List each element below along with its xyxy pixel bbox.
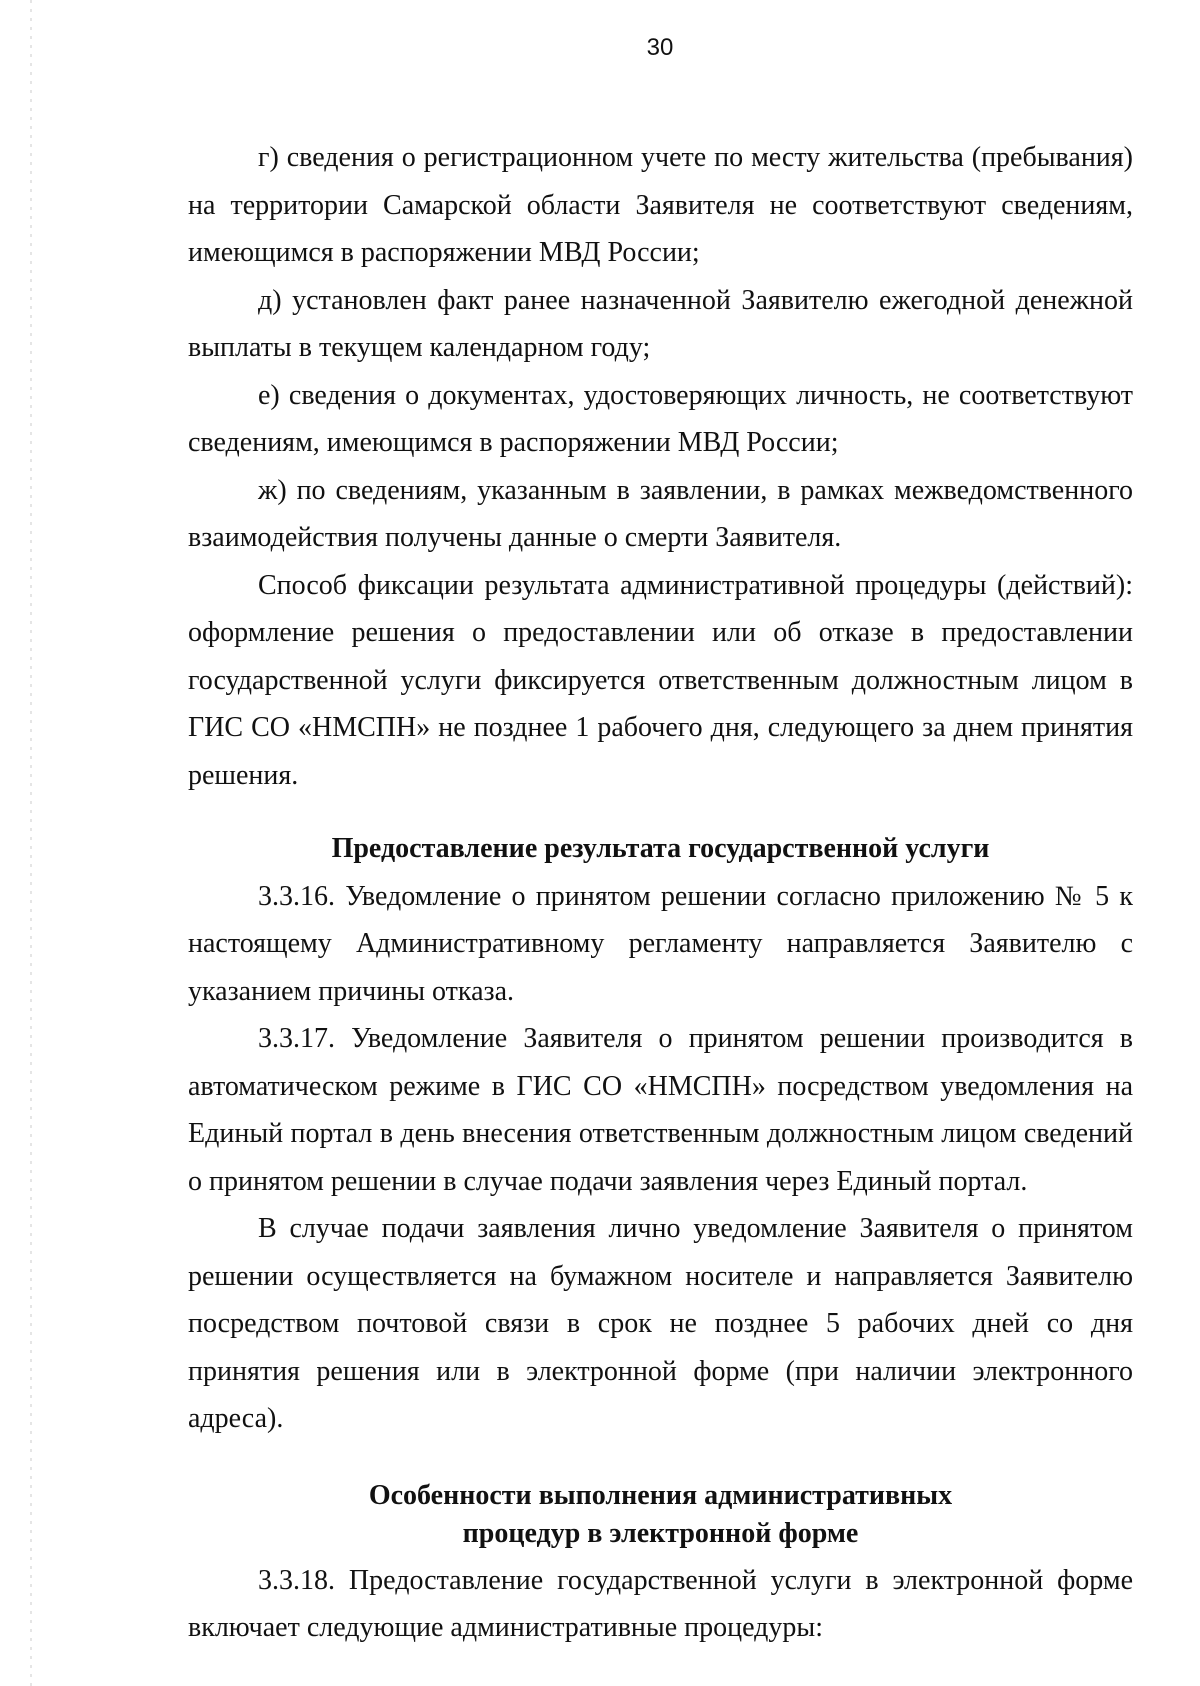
paragraph-g: г) сведения о регистрационном учете по месту жительства (пребывания) на территории Самарской области Заявителя не соответствуют сведениям, имеющимся в распоряжении МВД России;	[188, 142, 1133, 268]
section-heading-electronic-line-2: процедур в электронной форме	[462, 1517, 859, 1549]
document-body	[188, 134, 1133, 1652]
page-number: 30	[646, 34, 674, 61]
paragraph-3-3-18: 3.3.18. Предоставление государственной услуги в электронной форме включает следующие административные процедуры:	[188, 1564, 1133, 1643]
scan-edge-marks	[30, 0, 32, 1686]
section-heading-electronic	[188, 1477, 1133, 1553]
paragraph-3-3-16: 3.3.16. Уведомление о принятом решении согласно приложению № 5 к настоящему Административному регламенту направляется Заявителю с указанием причины отказа.	[188, 880, 1133, 1007]
paragraph-3-3-17: 3.3.17. Уведомление Заявителя о принятом решении производится в автоматическом режиме в ГИС СО «НМСПН» посредством уведомления на Единый портал в день внесения ответственным должностным лицом сведений о принятом решении в случае подачи заявления через Единый портал.	[188, 1023, 1133, 1197]
section-heading-electronic-line-1: Особенности выполнения административных	[368, 1479, 953, 1511]
paragraph-e: е) сведения о документах, удостоверяющих личность, не соответствуют сведениям, имеющимся в распоряжении МВД России;	[188, 379, 1133, 458]
paragraph-fixation-method: Способ фиксации результата административной процедуры (действий): оформление решения о предоставлении или об отказе в предоставлении государственной услуги фиксируется ответственным должностным лицом в ГИС СО «НМСПН» не позднее 1 рабочего дня, следующего за днем принятия решения.	[188, 569, 1133, 791]
section-heading-result: Предоставление результата государственной услуги	[331, 833, 990, 864]
paragraph-d: д) установлен факт ранее назначенной Заявителю ежегодной денежной выплаты в текущем календарном году;	[188, 284, 1133, 363]
paragraph-zh: ж) по сведениям, указанным в заявлении, в рамках межведомственного взаимодействия получены данные о смерти Заявителя.	[188, 474, 1133, 553]
paragraph-in-person: В случае подачи заявления лично уведомление Заявителя о принятом решении осуществляется на бумажном носителе и направляется Заявителю посредством почтовой связи в срок не позднее 5 рабочих дней со дня принятия решения или в электронной форме (при наличии электронного адреса).	[188, 1213, 1133, 1434]
